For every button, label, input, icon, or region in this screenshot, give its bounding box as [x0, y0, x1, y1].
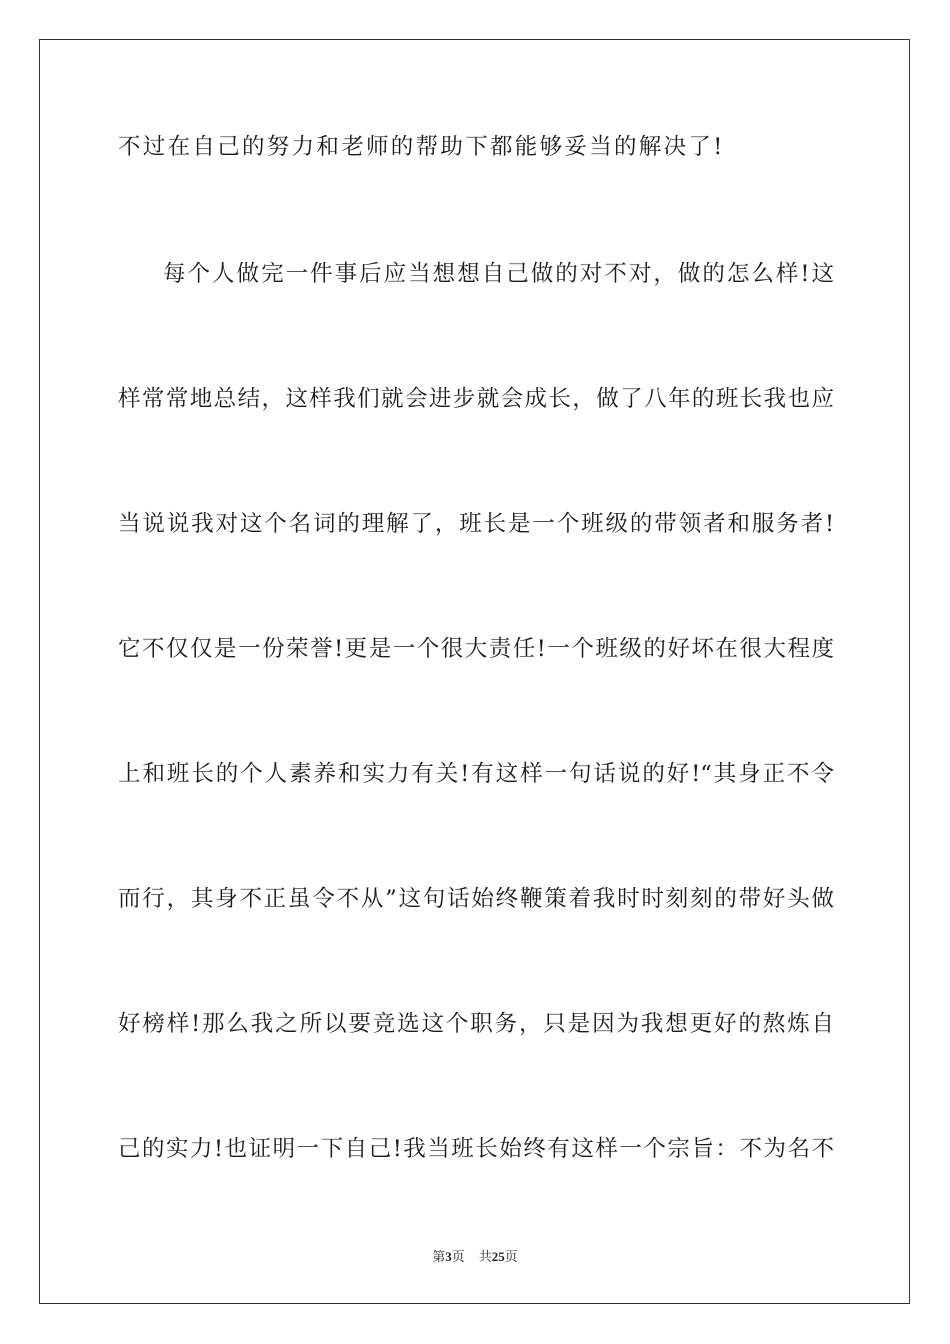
- body-text-line-4: 当说说我对这个名词的理解了，班长是一个班级的带领者和服务者!: [118, 511, 834, 537]
- body-text-line-3: 样常常地总结，这样我们就会进步就会成长，做了八年的班长我也应: [118, 386, 834, 412]
- body-text-line-9: 己的实力!也证明一下自己!我当班长始终有这样一个宗旨：不为名不: [118, 1136, 834, 1162]
- body-text-line-2: 每个人做完一件事后应当想想自己做的对不对，做的怎么样!这: [163, 261, 834, 287]
- total-prefix: 共: [478, 1249, 492, 1264]
- body-text-line-1: 不过在自己的努力和老师的帮助下都能够妥当的解决了!: [118, 134, 725, 160]
- body-text-line-6: 上和班长的个人素养和实力有关!有这样一句话说的好!“其身正不令: [118, 761, 834, 787]
- body-text-line-8: 好榜样!那么我之所以要竞选这个职务，只是因为我想更好的熬炼自: [118, 1011, 834, 1037]
- body-text-line-7: 而行，其身不正虽令不从”这句话始终鞭策着我时时刻刻的带好头做: [118, 886, 834, 912]
- page-border: [39, 39, 910, 1304]
- page-suffix: 页: [451, 1249, 465, 1264]
- total-suffix: 页: [504, 1249, 518, 1264]
- page-prefix: 第: [432, 1249, 446, 1264]
- total-pages: 25: [491, 1249, 505, 1264]
- page-number: 3: [445, 1249, 452, 1264]
- body-text-line-5: 它不仅仅是一份荣誉!更是一个很大责任!一个班级的好坏在很大程度: [118, 636, 834, 662]
- page-footer: [0, 1248, 950, 1266]
